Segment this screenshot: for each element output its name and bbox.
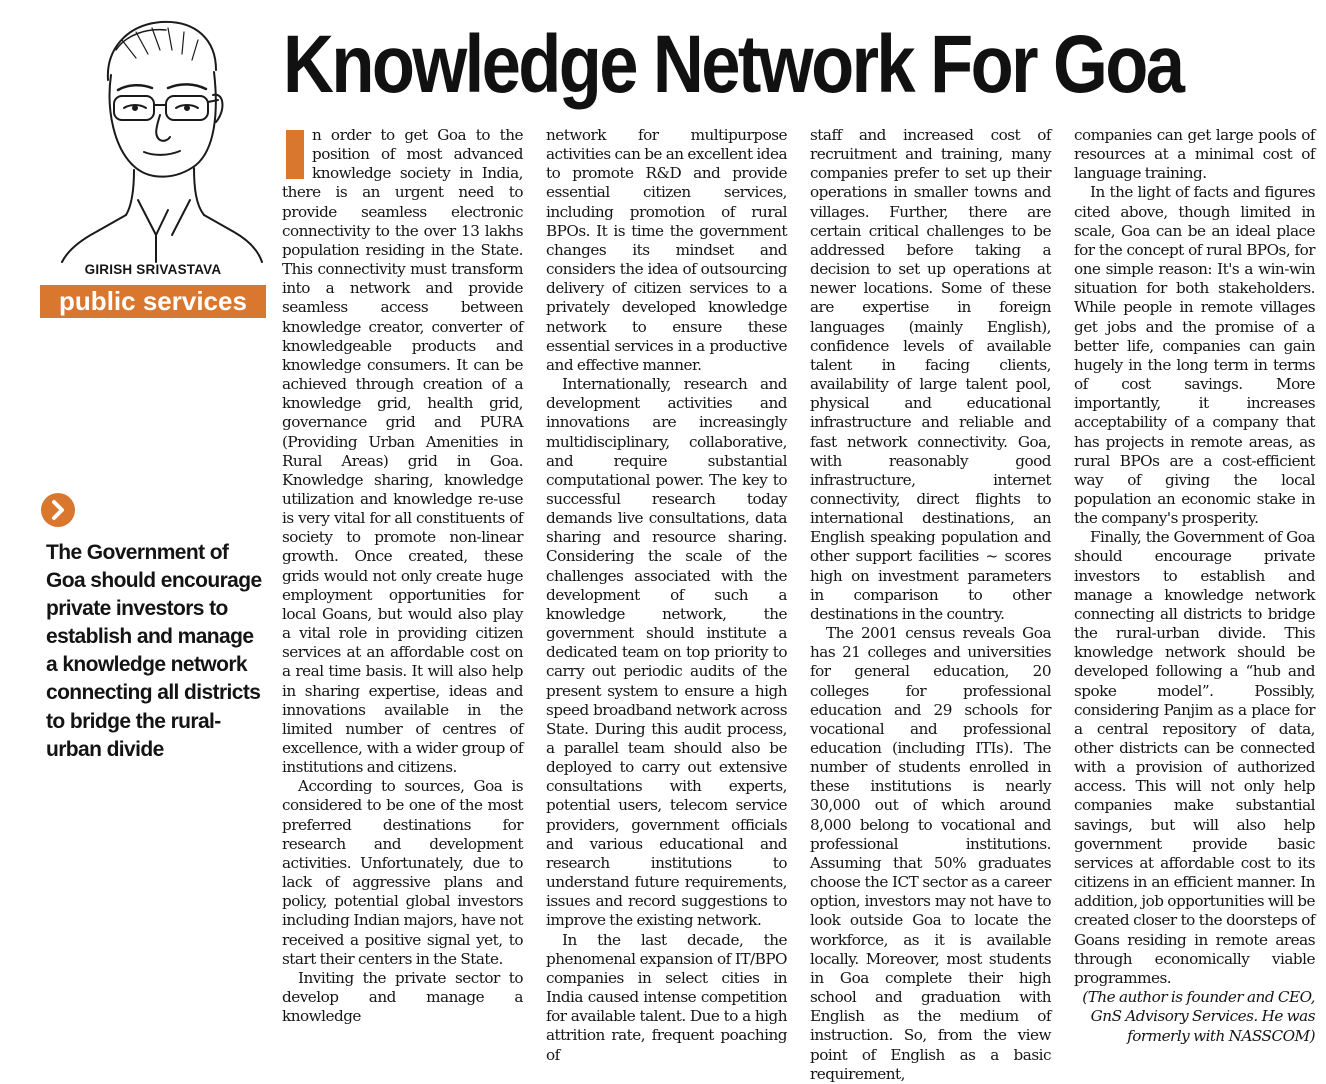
article-column-3 — [810, 126, 1051, 1083]
article-paragraph: In the light of facts and figures cited above, though limited in scale, Goa can be an ideal place for the concept of rural BPOs, for one simple reason: It's a win-win situation for both stakeholders. While people in remote villages get jobs and the promise of a better life, companies can gain hugely in the long term in terms of cost savings. More importantly, it increases acceptability of a company that has projects in remote areas, as rural BPOs are a cost-efficient way of giving the local population an economic stake in the company's prosperity. — [1074, 183, 1315, 528]
article-paragraph: In the last decade, the phenomenal expansion of IT/BPO companies in select cities in India caused intense competition for available talent. Due to a high attrition rate, frequent poaching of — [546, 930, 787, 1064]
article-paragraph: According to sources, Goa is considered to be one of the most preferred destinations for research and development activities. Unfortunately, due to lack of aggressive plans and policy, potential global investors including Indian majors, have not received a positive signal yet, to start their centers in the State. — [282, 777, 523, 968]
drop-cap-block — [286, 130, 304, 179]
article-paragraph: Internationally, research and development activities and innovations are increasingly multidisciplinary, collaborative, and require substantial computational power. The key to successful research today demands live consultations, data sharing and resource sharing. Considering the scale of the challenges associated with the development of such a knowledge network, the government should institute a dedicated team on top priority to carry out periodic audits of the present system to ensure a high speed broadband network across State. During this audit process, a parallel team should also be deployed to carry out extensive consultations with experts, potential users, telecom service providers, government officials and various educational and research institutions to understand future requirements, issues and record suggestions to improve the existing network. — [546, 375, 787, 930]
article-paragraph: staff and increased cost of recruitment and training, many companies prefer to set up their operations in smaller towns and villages. Further, there are certain critical challenges to be addressed before taking a decision to set up operations at newer locations. Some of these are expertise in foreign languages (mainly English), confidence levels of available talent in facing clients, availability of large talent pool, physical and educational infrastructure and reliable and fast network connectivity. Goa, with reasonably good infrastructure, internet connectivity, direct flights to international destinations, an English speaking population and other support facilities ~ scores high on investment parameters in comparison to other destinations in the country. — [810, 126, 1051, 623]
article-paragraph: The 2001 census reveals Goa has 21 colleges and universities for general education, 20 colleges for professional education and 29 schools for vocational and professional education (including ITIs). The number of students enrolled in these institutions is nearly 30,000 out of which around 8,000 belong to vocational and professional institutions. Assuming that 50% graduates choose the ICT sector as a career option, investors may not have to look outside Goa to locate the workforce, as it is available locally. Moreover, most students in Goa complete their high school and graduation with English as the medium of instruction. So, from the view point of English as a basic requirement, — [810, 624, 1051, 1083]
author-name: GIRISH SRIVASTAVA — [84, 262, 222, 277]
article-paragraph: Finally, the Government of Goa should encourage private investors to establish and manage a knowledge network connecting all districts to bridge the rural-urban divide. This knowledge network should be developed following a “hub and spoke model”. Possibly, considering Panjim as a place for a central repository of data, other districts can be connected with a provision of authorized access. This will not only help companies make substantial savings, but will also help government provide basic services at affordable cost to its citizens in an efficient manner. In addition, job opportunities will be created closer to the doorsteps of Goans residing in remote areas through economically viable programmes. — [1074, 528, 1315, 987]
article-paragraph: Inviting the private sector to develop and manage a knowledge — [282, 968, 523, 1026]
article-column-4 — [1074, 126, 1315, 1045]
author-portrait — [56, 10, 266, 265]
article-column-2 — [546, 126, 787, 1064]
article-column-1 — [282, 126, 523, 1026]
section-label: public services — [40, 285, 266, 318]
author-byline: (The author is founder and CEO, GnS Advisory Services. He was formerly with NASSCOM) — [1082, 988, 1315, 1045]
chevron-right-circle-icon — [40, 492, 76, 528]
article-paragraph: network for multipurpose activities can be an excellent idea to promote R&D and provide essential citizen services, including promotion of rural BPOs. It is time the government changes its mindset and considers the idea of outsourcing delivery of citizen services to a privately developed knowledge network to ensure these essential services in a productive and effective manner. — [546, 126, 787, 374]
headline: Knowledge Network For Goa — [283, 19, 1183, 110]
pull-quote: The Government of Goa should encourage private investors to establish and manage a knowledge network connecting all districts to bridge the rural-urban divide — [46, 541, 262, 761]
article-paragraph: companies can get large pools of resources at a minimal cost of language training. — [1074, 126, 1315, 183]
article-paragraph: n order to get Goa to the position of most advanced knowledge society in India, there is an urgent need to provide seamless electronic connectivity to the over 13 lakhs population residing in the State. This connectivity must transform into a network and provide seamless access between knowledge creator, converter of knowledgeable products and knowledge consumers. It can be achieved through creation of a knowledge grid, health grid, governance grid and PURA (Providing Urban Amenities in Rural Areas) grid in Goa. Knowledge sharing, knowledge utilization and knowledge re-use is very vital for all constituents of society to promote non-linear growth. Once created, these grids would not only create huge employment opportunities for local Goans, but would also play a vital role in providing citizen services at an affordable cost on a real time basis. It will also help in sharing expertise, ideas and innovations available in the limited number of centres of excellence, with a wider group of institutions and citizens. — [282, 126, 523, 777]
